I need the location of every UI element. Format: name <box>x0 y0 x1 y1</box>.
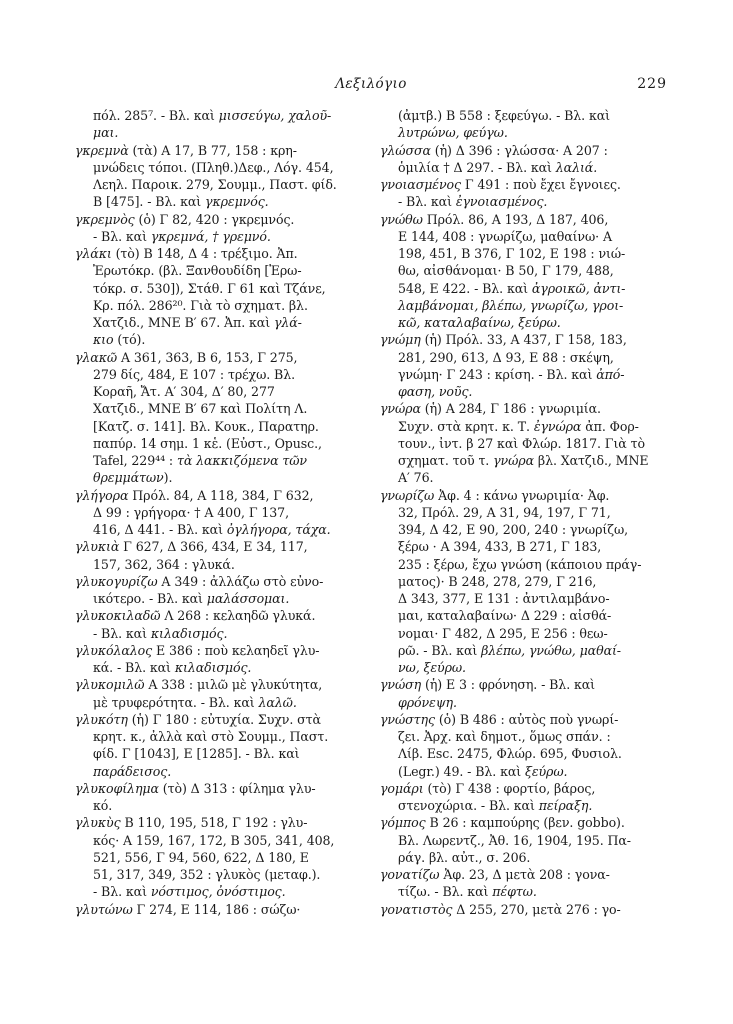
italic-text-segment: ἐγνώρα <box>533 418 582 434</box>
text-segment: (τὸ) Β 148, Δ 4 : τρέξιμο. Ἀπ. <box>111 246 298 261</box>
text-line <box>380 573 669 590</box>
text-segment: - Βλ. καὶ <box>93 625 151 641</box>
text-line <box>75 176 364 193</box>
text-segment: μαι, καταλαβαίνω· Δ 229 : αἰσθά- <box>398 608 612 624</box>
text-segment: νομαι· Γ 482, Δ 295, Ε 256 : θεω- <box>398 625 608 641</box>
text-segment: (τὸ) Δ 313 : φίλημα γλυ- <box>158 780 316 796</box>
text-segment: ρῶ. - Βλ. καὶ <box>398 642 482 658</box>
text-segment: κό. <box>93 798 113 813</box>
text-segment: ζει. Ἀρχ. καὶ δημοτ., ὅμως σπάν. : <box>398 729 611 744</box>
text-line <box>75 607 364 624</box>
text-line <box>380 849 669 866</box>
text-segment: Γ 491 : ποὺ ἔχει ἔγνοιες. <box>460 177 621 192</box>
italic-text-segment: γομάρι <box>380 780 424 796</box>
text-segment: 394, Δ 42, Ε 90, 200, 240 : γνωρίζω, <box>398 522 629 537</box>
text-segment: κά. - Βλ. καὶ <box>93 660 175 675</box>
text-segment: Λ 268 : κελαηδῶ γλυκά. <box>160 608 316 624</box>
italic-text-segment: λαλῶ. <box>258 694 297 710</box>
text-line <box>75 883 364 900</box>
italic-text-segment: λαμβάνομαι, βλέπω, γνωρίζω, γροι- <box>398 297 624 313</box>
text-segment: Ἀφ. 4 : κάνω γνωριμία· Ἀφ. <box>434 487 610 503</box>
text-line <box>380 193 669 210</box>
text-line <box>380 452 669 469</box>
text-line <box>380 556 669 573</box>
italic-text-segment: ἀπό- <box>596 366 625 382</box>
text-segment: (ὁ) Β 486 : αὐτὸς ποὺ γνωρί- <box>434 711 619 727</box>
text-line <box>75 124 364 141</box>
text-segment: Tafel, 229⁴⁴ : <box>93 453 177 468</box>
text-segment: Γ 627, Δ 366, 434, Ε 34, 117, <box>119 539 308 555</box>
text-line <box>380 728 669 745</box>
text-segment: (ἀμτβ.) Β 558 : ξεφεύγω. - Βλ. καὶ <box>398 108 610 123</box>
text-line <box>380 504 669 521</box>
text-segment: τόκρ. σ. 530]), Στάθ. Γ 61 καὶ Τζάνε, <box>93 280 326 296</box>
text-line <box>75 211 364 228</box>
text-line <box>380 694 669 711</box>
text-segment: ὁμιλία † Δ 297. - Βλ. καὶ <box>398 159 556 175</box>
text-line <box>380 349 669 366</box>
text-line <box>380 400 669 417</box>
text-segment: Β 26 : καμπούρης (βεν. gobbo). <box>425 815 625 831</box>
text-segment: 32, Πρόλ. 29, Α 31, 94, 197, Γ 71, <box>398 504 611 520</box>
italic-text-segment: γνώθω <box>380 211 423 227</box>
text-line <box>380 297 669 314</box>
text-line <box>75 573 364 590</box>
text-line <box>75 556 364 573</box>
text-segment: φίδ. Γ [1043], Ε [1285]. - Βλ. καὶ <box>93 746 300 762</box>
italic-text-segment: φρόνεψη. <box>398 694 457 710</box>
italic-text-segment: γλυκοφίλημα <box>75 780 159 796</box>
text-segment: 279 δίς, 484, Ε 107 : τρέχω. Βλ. <box>93 366 295 382</box>
italic-text-segment: γονατιστὸς <box>380 901 453 917</box>
running-header-title: Λεξιλόγιο <box>335 76 407 92</box>
text-segment: ἀπ. Φορ- <box>581 418 639 434</box>
italic-text-segment: γκρεμνά, † γρεμνό. <box>150 228 271 244</box>
text-segment: Ἀφ. 23, Δ μετὰ 208 : γονα- <box>439 867 610 882</box>
text-line <box>380 280 669 297</box>
italic-text-segment: γλώσσα <box>380 142 431 158</box>
text-line <box>380 642 669 659</box>
text-line <box>75 487 364 504</box>
text-segment: Δ 255, 270, μετὰ 276 : γο- <box>452 901 621 917</box>
text-segment: - Βλ. καὶ <box>93 884 151 900</box>
text-segment: 51, 317, 349, 352 : γλυκὸς (μεταφ.). <box>93 867 321 882</box>
text-segment: Β [475]. - Βλ. καὶ <box>93 194 206 210</box>
text-line <box>75 193 364 210</box>
text-body <box>75 107 669 918</box>
text-segment: (τό). <box>113 332 146 348</box>
text-line <box>75 676 364 693</box>
italic-text-segment: ἐγνοιασμένος. <box>455 194 548 210</box>
text-segment: 235 : ξέρω, ἔχω γνώση (κάποιου πράγ- <box>398 556 642 572</box>
text-line <box>380 883 669 900</box>
italic-text-segment: γκρεμνὸς <box>75 211 135 227</box>
text-segment: μὲ τρυφερότητα. - Βλ. καὶ <box>93 694 259 710</box>
text-segment: [Κατζ. σ. 141]. Βλ. Κουκ., Παρατηρ. <box>93 418 319 434</box>
text-segment: (ὁ) Γ 82, 420 : γκρεμνός. <box>134 211 295 227</box>
text-segment: - Βλ. καὶ <box>398 194 456 210</box>
text-line <box>380 487 669 504</box>
text-line <box>75 814 364 831</box>
text-line <box>75 159 364 176</box>
text-segment: Α 361, 363, Β 6, 153, Γ 275, <box>117 349 298 365</box>
text-segment: Ἐρωτόκρ. (βλ. Ξανθουδίδη [Ἐρω- <box>93 263 302 279</box>
text-line <box>75 435 364 452</box>
text-segment: σχηματ. τοῦ τ. <box>398 453 494 468</box>
text-segment: πόλ. 285⁷. - Βλ. καὶ <box>93 108 219 123</box>
text-segment: Συχν. στὰ κρητ. κ. Τ. <box>398 418 534 434</box>
italic-text-segment: βλέπω, γνώθω, μαθαί- <box>481 642 621 658</box>
text-line <box>75 383 364 400</box>
text-line <box>380 107 669 124</box>
text-segment: (τὸ) Γ 438 : φορτίο, βάρος, <box>423 780 596 796</box>
italic-text-segment: γλυκομιλῶ <box>75 677 145 693</box>
text-segment: τουν., ἰντ. β 27 καὶ Φλώρ. 1817. Γιὰ τὸ <box>398 435 645 451</box>
text-line <box>75 866 364 883</box>
text-segment: Δ 99 : γρήγορα· † Α 400, Γ 137, <box>93 504 289 520</box>
text-line <box>75 107 364 124</box>
italic-text-segment: γνώστης <box>380 711 435 727</box>
text-segment: - Βλ. καὶ <box>93 228 151 244</box>
italic-text-segment: μισσεύγω, χαλοῦ- <box>218 108 332 123</box>
italic-text-segment: ἀγροικῶ, ἀντι- <box>531 280 626 296</box>
text-line <box>75 763 364 780</box>
text-line <box>75 142 364 159</box>
text-line <box>75 280 364 297</box>
text-line <box>380 469 669 486</box>
text-segment: 281, 290, 613, Δ 93, Ε 88 : σκέψη, <box>398 349 614 365</box>
text-line <box>75 452 364 469</box>
italic-text-segment: γλυκόλαλος <box>75 642 153 658</box>
text-line <box>380 538 669 555</box>
italic-text-segment: μαλάσσομαι. <box>206 591 290 606</box>
text-segment: στενοχώρια. - Βλ. καὶ <box>398 798 539 813</box>
italic-text-segment: γλυκογυρίζω <box>75 573 158 589</box>
text-line <box>380 262 669 279</box>
italic-text-segment: κῶ, καταλαβαίνω, ξεύρω. <box>398 315 561 330</box>
italic-text-segment: τὰ λακκιζόμενα τῶν <box>176 453 307 468</box>
text-line <box>380 763 669 780</box>
italic-text-segment: γνωρίζω <box>380 487 435 503</box>
italic-text-segment: γλήγορα <box>75 487 129 503</box>
italic-text-segment: γνώμη <box>380 332 421 348</box>
text-segment: Ε 386 : ποὺ κελαηδεῖ γλυ- <box>152 642 320 658</box>
italic-text-segment: ὀγλήγορα, τάχα. <box>226 522 331 537</box>
italic-text-segment: ξεύρω. <box>525 763 568 779</box>
italic-text-segment: γλυκοκιλαδῶ <box>75 608 161 624</box>
text-segment: 521, 556, Γ 94, 560, 622, Δ 180, Ε <box>93 849 309 865</box>
text-line <box>75 642 364 659</box>
text-segment: Κοραῆ, Ἄτ. Α′ 304, Δ′ 80, 277 <box>93 384 275 399</box>
running-header <box>75 76 667 96</box>
italic-text-segment: πείραξη. <box>538 798 593 813</box>
text-segment: Βλ. Λωρεντζ., Ἀθ. 16, 1904, 195. Πα- <box>398 832 631 848</box>
italic-text-segment: γλυτώνω <box>75 901 133 917</box>
text-segment: Κρ. πόλ. 286²⁰. Γιὰ τὸ σχηματ. βλ. <box>93 297 308 313</box>
text-line <box>75 694 364 711</box>
text-line <box>75 366 364 383</box>
text-segment: Πρόλ. 86, Α 193, Δ 187, 406, <box>422 211 609 227</box>
text-segment: Α 338 : μιλῶ μὲ γλυκύτητα, <box>144 677 323 693</box>
italic-text-segment: νω, ξεύρω. <box>398 660 466 675</box>
text-line <box>380 228 669 245</box>
text-line <box>380 435 669 452</box>
text-line <box>380 711 669 728</box>
text-line <box>380 780 669 797</box>
text-line <box>380 832 669 849</box>
italic-text-segment: γκρεμνὰ <box>75 142 129 158</box>
text-segment: Λίβ. Esc. 2475, Φλώρ. 695, Φυσιολ. <box>398 746 622 762</box>
text-line <box>380 366 669 383</box>
text-line <box>75 590 364 607</box>
italic-text-segment: γνοιασμένος <box>380 177 461 192</box>
text-line <box>380 814 669 831</box>
text-line <box>75 780 364 797</box>
text-line <box>75 659 364 676</box>
text-line <box>75 314 364 331</box>
text-line <box>75 901 364 918</box>
text-line <box>380 124 669 141</box>
text-segment: ράγ. βλ. αὐτ., σ. 206. <box>398 849 531 865</box>
italic-text-segment: γκρεμνός. <box>205 194 269 210</box>
text-segment: (ἡ) Α 284, Γ 186 : γνωριμία. <box>420 401 601 417</box>
text-segment: παπύρ. 14 σημ. 1 κἑ. (Εὐστ., Opusc., <box>93 435 322 451</box>
italic-text-segment: γνώση <box>380 677 422 693</box>
text-segment: 416, Δ 441. - Βλ. καὶ <box>93 522 227 537</box>
text-line <box>380 607 669 624</box>
italic-text-segment: νόστιμος, ὀνόστιμος. <box>150 884 286 900</box>
text-line <box>75 418 364 435</box>
text-line <box>380 676 669 693</box>
italic-text-segment: γονατίζω <box>380 867 440 882</box>
right-column <box>380 107 669 918</box>
text-segment: γνώμη· Γ 243 : κρίση. - Βλ. καὶ <box>398 366 597 382</box>
text-line <box>75 331 364 348</box>
text-segment: Χατζιδ., ΜΝΕ Β′ 67. Ἀπ. καὶ <box>93 315 274 330</box>
text-line <box>380 211 669 228</box>
italic-text-segment: κιλαδισμός. <box>150 625 228 641</box>
text-line <box>75 245 364 262</box>
italic-text-segment: θρεμμάτων <box>93 470 164 486</box>
text-line <box>75 797 364 814</box>
text-segment: ). <box>163 470 173 486</box>
italic-text-segment: φαση, νοῦς. <box>398 384 473 399</box>
text-line <box>75 849 364 866</box>
text-line <box>380 142 669 159</box>
italic-text-segment: γλυκὺς <box>75 815 121 831</box>
text-line <box>75 745 364 762</box>
italic-text-segment: γόμπος <box>380 815 426 831</box>
text-segment: ικότερο. - Βλ. καὶ <box>93 591 207 606</box>
text-line <box>380 245 669 262</box>
italic-text-segment: παράδεισος. <box>93 763 172 779</box>
text-line <box>380 590 669 607</box>
text-line <box>380 901 669 918</box>
italic-text-segment: γλά- <box>273 315 302 330</box>
italic-text-segment: γλυκότη <box>75 711 128 727</box>
italic-text-segment: γλακῶ <box>75 349 118 365</box>
text-segment: θω, αἰσθάνομαι· Β 50, Γ 179, 488, <box>398 263 614 279</box>
text-line <box>75 728 364 745</box>
text-segment: (ἡ) Πρόλ. 33, Α 437, Γ 158, 183, <box>420 332 627 348</box>
text-line <box>380 418 669 435</box>
text-segment: Χατζιδ., ΜΝΕ Β′ 67 καὶ Πολίτη Λ. <box>93 401 308 417</box>
text-segment: (τὰ) Α 17, Β 77, 158 : κρη- <box>128 142 297 158</box>
text-segment: (ἡ) Δ 396 : γλώσσα· Α 207 : <box>430 142 608 158</box>
text-line <box>380 159 669 176</box>
text-segment: 548, Ε 422. - Βλ. καὶ <box>398 280 532 296</box>
text-segment: κός· Α 159, 167, 172, Β 305, 341, 408, <box>93 832 335 848</box>
italic-text-segment: πέφτω. <box>492 884 537 900</box>
text-line <box>75 832 364 849</box>
text-line <box>75 538 364 555</box>
text-segment: (ἡ) Ε 3 : φρόνηση. - Βλ. καὶ <box>421 677 596 693</box>
text-segment: Λεηλ. Παροικ. 279, Σουμμ., Παστ. φίδ. <box>93 177 337 192</box>
text-line <box>75 469 364 486</box>
text-segment: Β 110, 195, 518, Γ 192 : γλυ- <box>120 815 308 831</box>
italic-text-segment: γλυκιὰ <box>75 539 120 555</box>
text-segment: Α′ 76. <box>398 470 434 486</box>
italic-text-segment: μαι. <box>93 125 119 141</box>
text-line <box>380 314 669 331</box>
left-column <box>75 107 364 918</box>
text-segment: μνώδεις τόποι. (Πληθ.)Δεφ., Λόγ. 454, <box>93 159 334 175</box>
text-line <box>75 400 364 417</box>
text-segment: Δ 343, 377, Ε 131 : ἀντιλαμβάνο- <box>398 591 610 606</box>
text-segment: Γ 274, Ε 114, 186 : σώζω· <box>132 901 301 917</box>
italic-text-segment: κιο <box>93 332 114 348</box>
text-segment: (ἡ) Γ 180 : εὐτυχία. Συχν. στὰ <box>127 711 321 727</box>
text-segment: 198, 451, Β 376, Γ 102, Ε 198 : νιώ- <box>398 246 626 261</box>
text-segment: 157, 362, 364 : γλυκά. <box>93 556 235 572</box>
text-segment: (Legr.) 49. - Βλ. καὶ <box>398 763 525 779</box>
text-line <box>75 297 364 314</box>
text-segment: Πρόλ. 84, Α 118, 384, Γ 632, <box>128 487 314 503</box>
text-line <box>75 625 364 642</box>
page-number: 229 <box>637 76 667 92</box>
text-line <box>380 625 669 642</box>
text-segment: βλ. Χατζιδ., ΜΝΕ <box>534 453 649 468</box>
italic-text-segment: λυτρώνω, φεύγω. <box>398 125 508 141</box>
text-line <box>380 383 669 400</box>
text-line <box>380 521 669 538</box>
text-line <box>75 228 364 245</box>
text-segment: ξέρω · Α 394, 433, Β 271, Γ 183, <box>398 539 602 555</box>
text-line <box>380 797 669 814</box>
italic-text-segment: γνώρα <box>493 453 534 468</box>
text-line <box>380 745 669 762</box>
text-segment: Α 349 : ἀλλάζω στὸ εὐνο- <box>157 573 324 589</box>
text-segment: τίζω. - Βλ. καὶ <box>398 884 493 900</box>
italic-text-segment: γνώρα <box>380 401 421 417</box>
italic-text-segment: κιλαδισμός. <box>174 660 252 675</box>
text-line <box>75 711 364 728</box>
text-line <box>380 331 669 348</box>
text-segment: κρητ. κ., ἀλλὰ καὶ στὸ Σουμμ., Παστ. <box>93 729 329 744</box>
text-line <box>75 349 364 366</box>
italic-text-segment: γλάκι <box>75 246 112 261</box>
text-line <box>380 866 669 883</box>
italic-text-segment: λαλιά. <box>555 159 598 175</box>
text-line <box>380 659 669 676</box>
text-segment: Ε 144, 408 : γνωρίζω, μαθαίνω· Α <box>398 228 612 244</box>
text-line <box>75 504 364 521</box>
text-line <box>75 262 364 279</box>
text-line <box>75 521 364 538</box>
text-segment: ματος)· Β 248, 278, 279, Γ 216, <box>398 573 597 589</box>
text-line <box>380 176 669 193</box>
